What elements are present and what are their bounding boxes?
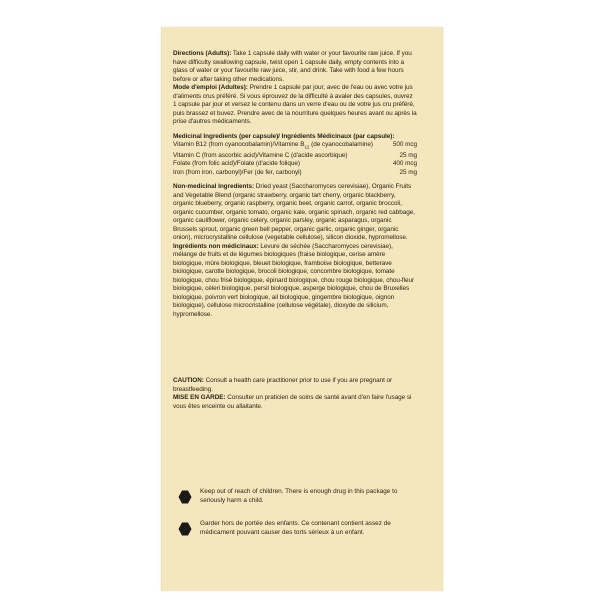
ingredient-amount: 25 mg [399,168,417,176]
ingredient-row [173,152,417,161]
non-medicinal-en-heading: Non-medicinal Ingredients: [173,183,255,191]
ingredient-amount: 500 mcg [392,141,417,148]
child-warning-fr [178,520,413,537]
caution-fr [173,394,417,411]
ingredient-name-part: (de cyanocobalamine) [309,141,373,148]
directions-fr-heading: Mode d'emploi (Adultes): [173,84,248,91]
ingredient-name: Vitamin C (from ascorbic acid)/Vitamine C (d'acide ascorbique) [173,151,348,159]
directions-en-heading: Directions (Adults): [173,50,232,57]
non-medicinal-fr-text: Levure de séchée (Saccharomyces cerevisiae), mélange de fruits et de légumes biologiques (fraise biologique, cerise amère biologique, mûre biologique, bleuet biologique, framboise biologique, betterave biologique, carotte biologique, brocoli biologique, concombre biologique, tomate biologique, chou frisé biologique, épinard biologique, chou rouge biologique, chou-fleur biologique, céleri biologique, persil biologique, asperge biologique, chou de Bruxelles biologique, poivron vert biologique, ail biologique, gingembre biologique, oignon biologique), cellulose microcristalline (cellulose végétale), dioxyde de silicium, hypromellose. [173,242,415,318]
caution-fr-text: Consulter un praticien de soins de santé avant d'en faire l'usage si vous êtes enceinte ou allaitante. [173,394,412,410]
child-warning-en-text: Keep out of reach of children. There is enough drug in this package to seriously harm a child. [200,488,398,504]
directions-fr-text: Prendre 1 capsule par jour, avec de l'eau ou avec votre jus d'aliments crus préféré. Si vous éprouvez de la difficulté à avaler des capsules, ouvrez 1 capsule par jour et versez le contenu dans un verre d'eau ou de votre jus cru préféré, puis brassez et buvez. Prendre avec de la nourriture quelques heures avant ou après la prise d'autres médicaments. [173,84,417,125]
ingredient-row [173,160,417,169]
ingredient-amount: 400 mcg [392,160,417,168]
ingredient-subscript: 12 [304,144,310,150]
ingredient-row [173,141,417,152]
caution-fr-heading: MISE EN GARDE: [173,394,226,402]
child-warning-en [178,488,413,505]
ingredient-row [173,169,417,178]
hexagon-warning-icon [178,522,192,536]
non-medicinal-fr-heading: Ingrédients non médicinaux: [173,242,259,250]
child-warning-fr-text: Garder hors de portée des enfants. Ce contenant contient assez de médicament pouvant causer des torts sérieux à un enfant. [200,520,391,536]
non-medicinal-en-text: Dried yeast (Saccharomyces cerevisiae), Organic Fruits and Vegetable Blend (organic strawberry, organic tart cherry, organic blackberry, organic blueberry, organic raspberry, organic beet, organic carrot, organic broccoli, organic cucumber, organic tomato, organic kale, organic spinach, organic red cabbage, organic cauliflower, organic celery, organic parsley, organic asparagus, organic Brussels sprout, organic green bell pepper, organic garlic, organic ginger, organic onion), microcrystalline cellulose (vegetable cellulose), silicon dioxide, hypromellose. [173,183,415,242]
caution-en [173,377,417,394]
caution-en-text: Consult a health care practitioner prior to use if you are pregnant or breastfeeding. [173,377,393,393]
non-medicinal-fr [173,243,417,320]
medicinal-heading-text: Medicinal Ingredients (per capsule)/ Ingrédients Médicinaux (par capsule): [173,132,395,140]
non-medicinal-en [173,183,417,243]
ingredient-name: Iron (from iron, carbonyl)/Fer (de fer, carbonyl) [173,168,302,176]
label-content [173,50,417,411]
directions-fr [173,84,417,127]
ingredient-name [173,141,373,152]
ingredient-name: Folate (from folic acid)/Folate (d'acide folique) [173,160,300,168]
hexagon-warning-icon [178,490,192,504]
caution-en-heading: CAUTION: [173,377,204,385]
directions-en [173,50,417,84]
ingredient-name-part: Vitamin B12 (from cyanocobalamin)/Vitamine B [173,141,305,148]
directions-en-text: Take 1 capsule daily with water or your favourite raw juice. If you have difficulty swallowing capsule, twist open 1 capsule daily, empty contents into a glass of water or your favourite raw juice, stir, and drink. Take with food a few hours before or after taking other medications. [173,50,412,83]
medicinal-heading [173,133,417,142]
ingredient-amount: 25 mg [399,151,417,159]
